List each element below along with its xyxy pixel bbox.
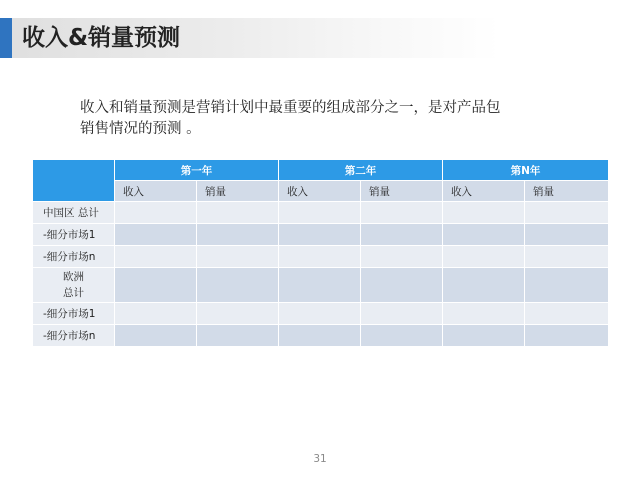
table-cell <box>525 224 609 246</box>
table-cell <box>443 224 525 246</box>
table-cell <box>525 202 609 224</box>
table-cell <box>443 268 525 303</box>
table-cell <box>525 325 609 347</box>
metric-header: 销量 <box>197 181 279 202</box>
table-cell <box>279 224 361 246</box>
table-corner <box>33 160 115 202</box>
intro-line-1: 收入和销量预测是营销计划中最重要的组成部分之一，是对产品包 <box>80 100 501 116</box>
table-cell <box>443 202 525 224</box>
table-cell <box>525 268 609 303</box>
intro-line-2: 销售情况的预测 。 <box>80 121 201 137</box>
table-cell <box>361 268 443 303</box>
table-row <box>33 224 609 246</box>
table-cell <box>279 303 361 325</box>
table-cell <box>443 325 525 347</box>
table-cell <box>197 246 279 268</box>
table-cell <box>197 202 279 224</box>
page-title: 收入&销量预测 <box>22 25 181 51</box>
table-cell <box>525 303 609 325</box>
year-header-1: 第一年 <box>115 160 279 181</box>
table-cell <box>279 268 361 303</box>
row-label: 中国区 总计 <box>33 202 115 224</box>
table-cell <box>197 303 279 325</box>
table-cell <box>279 325 361 347</box>
table-cell <box>361 246 443 268</box>
page-number: 31 <box>313 453 327 465</box>
row-label: -细分市场1 <box>33 303 115 325</box>
table-cell <box>115 325 197 347</box>
table-cell <box>115 202 197 224</box>
row-label: -细分市场1 <box>33 224 115 246</box>
forecast-table <box>32 159 609 347</box>
year-header-row <box>33 160 609 181</box>
metric-header: 收入 <box>279 181 361 202</box>
row-label-line: 欧洲 <box>63 271 84 283</box>
table-cell <box>361 224 443 246</box>
table-cell <box>443 303 525 325</box>
metric-header-row <box>33 181 609 202</box>
table-row <box>33 268 609 303</box>
metric-header: 收入 <box>115 181 197 202</box>
table-cell <box>115 303 197 325</box>
table-cell <box>279 246 361 268</box>
table-cell <box>115 224 197 246</box>
metric-header: 销量 <box>361 181 443 202</box>
table-cell <box>115 268 197 303</box>
table-cell <box>197 268 279 303</box>
title-accent <box>0 18 12 58</box>
table-cell <box>361 325 443 347</box>
year-header-2: 第二年 <box>279 160 443 181</box>
metric-header: 销量 <box>525 181 609 202</box>
table-row <box>33 303 609 325</box>
row-label: -细分市场n <box>33 325 115 347</box>
table-cell <box>525 246 609 268</box>
table-cell <box>361 303 443 325</box>
table-row <box>33 202 609 224</box>
row-label: -细分市场n <box>33 246 115 268</box>
table-cell <box>279 202 361 224</box>
table-cell <box>361 202 443 224</box>
table-row <box>33 325 609 347</box>
row-label <box>33 268 115 303</box>
row-label-line: 总计 <box>63 287 84 299</box>
table-cell <box>197 325 279 347</box>
metric-header: 收入 <box>443 181 525 202</box>
table-row <box>33 246 609 268</box>
intro-paragraph <box>80 98 560 140</box>
year-header-n: 第N年 <box>443 160 609 181</box>
table-cell <box>443 246 525 268</box>
table-cell <box>115 246 197 268</box>
table-cell <box>197 224 279 246</box>
